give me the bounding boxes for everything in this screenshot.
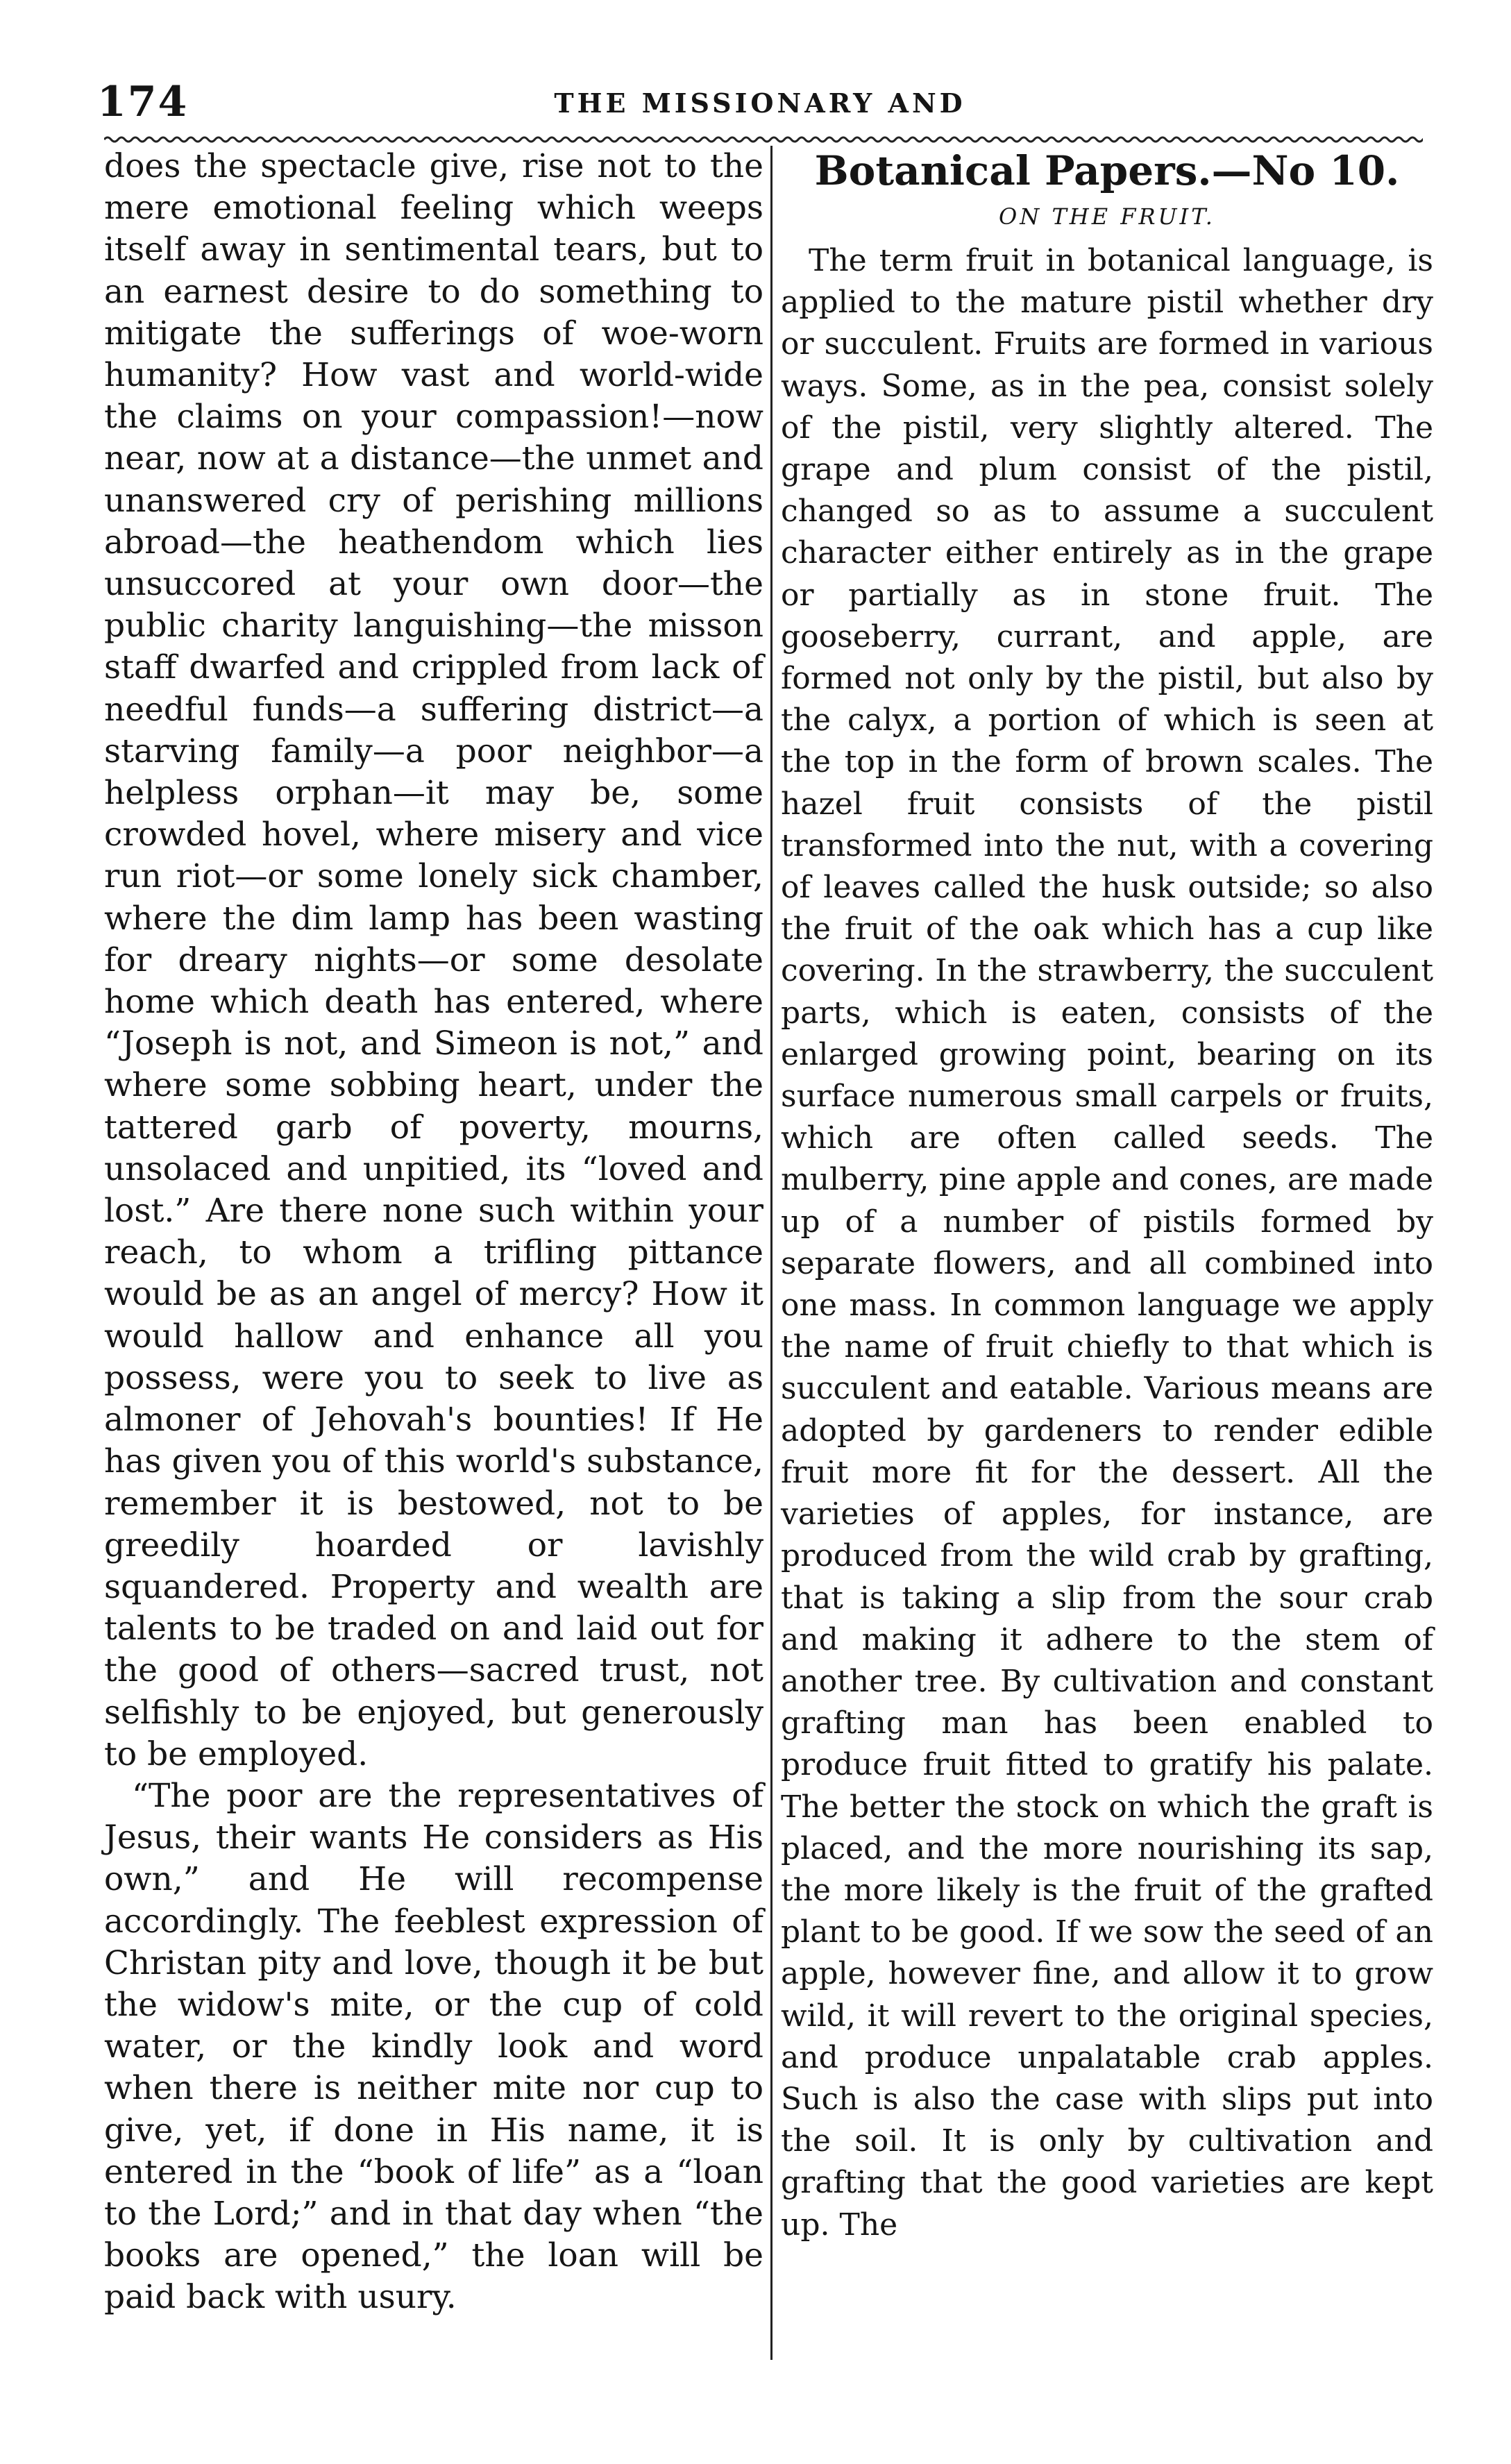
left-paragraph-2: “The poor are the representatives of Jesus, their wants He considers as His own,” and He will recompense accordingly. The feeblest expression of Christan pity and love, though it be but the widow's mite, or the cup of cold water, or the kindly look and word when there is neither mite nor cup to give, yet, if done in His name, it is entered in the “book of life” as a “loan to the Lord;” and in that day when “the books are opened,” the loan will be paid back with usury. [104,1776,763,2317]
header-wavy-rule [104,133,1423,146]
section-subtitle: ON THE FRUIT. [999,203,1215,230]
left-column [104,146,763,2319]
right-column [781,146,1433,2246]
right-paragraph-1: The term fruit in botanical language, is applied to the mature pistil whether dry or succulent. Fruits are formed in various ways. Some, as in the pea, consist solely of the pistil, very slightly altered. The grape and plum consist of the pistil, changed so as to assume a succulent character either entirely as in the grape or partially as in stone fruit. The gooseberry, currant, and apple, are formed not only by the pistil, but also by the calyx, a portion of which is seen at the top in the form of brown scales. The hazel fruit consists of the pistil transformed into the nut, with a covering of leaves called the husk outside; so also the fruit of the oak which has a cup like covering. In the strawberry, the succulent parts, which is eaten, consists of the enlarged growing point, bearing on its surface numerous small carpels or fruits, which are often called seeds. The mulberry, pine apple and cones, are made up of a number of pistils formed by separate flowers, and all combined into one mass. In common language we apply the name of fruit chiefly to that which is succulent and eatable. Various means are adopted by gardeners to render edible fruit more fit for the dessert. All the varieties of apples, for instance, are produced from the wild crab by grafting, that is taking a slip from the sour crab and making it adhere to the stem of another tree. By cultivation and constant grafting man has been enabled to produce fruit fitted to gratify his palate. The better the stock on which the graft is placed, and the more nourishing its sap, the more likely is the fruit of the grafted plant to be good. If we sow the seed of an apple, however fine, and allow it to grow wild, it will revert to the original species, and produce unpalatable crab apples. Such is also the case with slips put into the soil. It is only by cultivation and grafting that the good varieties are kept up. The [781,243,1433,2243]
column-divider [770,146,773,2360]
running-title: THE MISSIONARY AND [554,87,966,119]
page-header [97,78,1423,140]
section-title: Botanical Papers.—No 10. [814,147,1400,194]
page-number: 174 [97,78,189,126]
left-paragraph-1: does the spectacle give, rise not to the mere emotional feeling which weeps itself away in sentimental tears, but to an earnest desire to do something to mitigate the sufferings of woe-worn humanity? How vast and world-wide the claims on your compassion!—now near, now at a distance—the unmet and unanswered cry of perishing millions abroad—the heathendom which lies unsuccored at your own door—the public charity languishing—the misson staff dwarfed and crippled from lack of needful funds—a suffering district—a starving family—a poor neighbor—a helpless orphan—it may be, some crowded hovel, where misery and vice run riot—or some lonely sick chamber, where the dim lamp has been wasting for dreary nights—or some desolate home which death has entered, where “Joseph is not, and Simeon is not,” and where some sobbing heart, under the tattered garb of poverty, mourns, unsolaced and unpitied, its “loved and lost.” Are there none such within your reach, to whom a trifling pittance would be as an angel of mercy? How it would hallow and enhance all you possess, were you to seek to live as almoner of Jehovah's bounties! If He has given you of this world's substance, remember it is bestowed, not to be greedily hoarded or lavishly squandered. Property and wealth are talents to be traded on and laid out for the good of others—sacred trust, not selfishly to be enjoyed, but generously to be employed. [104,147,763,1773]
